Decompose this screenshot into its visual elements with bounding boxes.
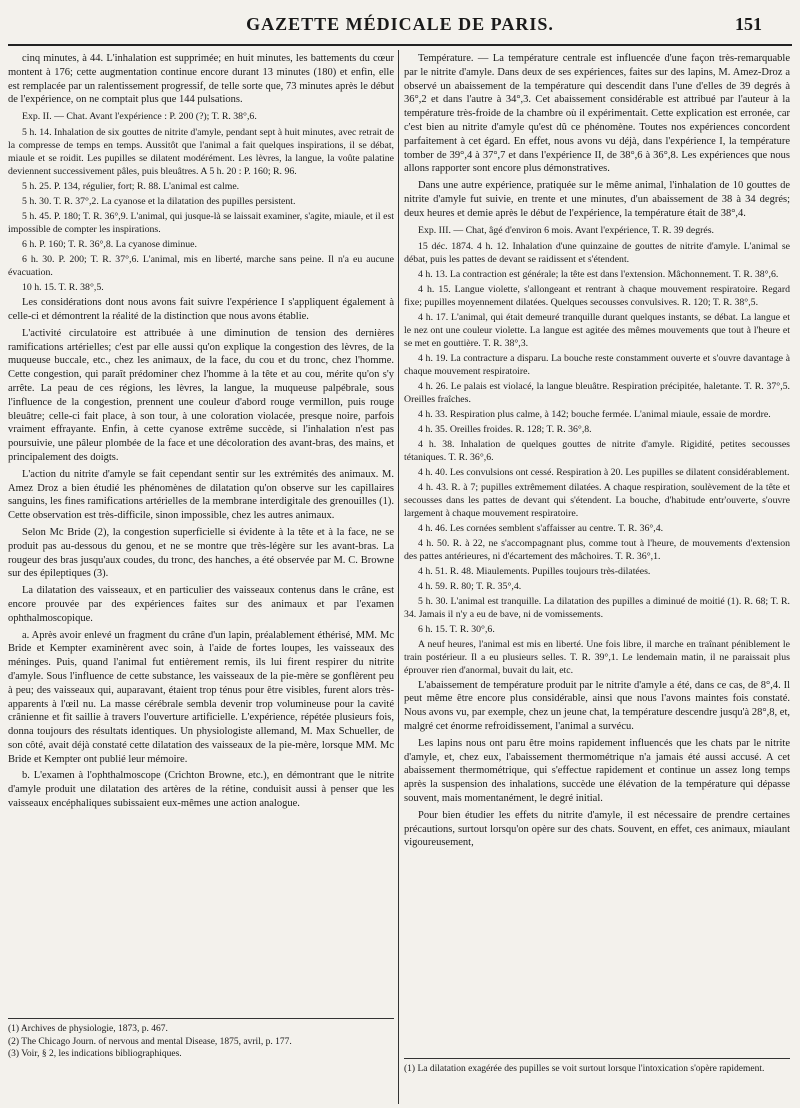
experiment-entry: 4 h. 50. R. à 22, ne s'accompagnant plus, comme tout à l'heure, de mouvements d'extension des pattes antérieures, ni d'écartement des mâchoires. T. R. 36°,1. <box>404 537 790 562</box>
right-footnotes <box>404 1058 790 1076</box>
journal-title: GAZETTE MÉDICALE DE PARIS. <box>246 14 554 34</box>
page-number: 151 <box>735 14 762 34</box>
header-rule <box>8 44 792 46</box>
paragraph: L'activité circulatoire est attribuée à une diminution de tension des dernières ramifications artérielles; c'est par elle aussi qu'on explique la congestion des lèvres, de la muqueuse buccale, etc., chez les animaux, de la face, du cou et du tronc, chez l'homme. Cette congestion, qui paraît prédominer chez l'homme à la tête et au cou, mérite qu'on s'y arrête. La peau de ces régions, les lèvres, la langue, la muqueuse palpébrale, sous l'influence de la congestion, prennent une couleur d'abord rouge vermillon, puis rouge bleuâtre; celle-ci fait place, à son tour, à une coloration violacée, presque noire, parfois vraiment effrayante. Enfin, à cette cyanose extrême succède, si l'inhalation n'est pas poursuivie, une pâleur plombée de la face et une décoloration des avant-bras, des mains, et principalement des doigts. <box>8 327 394 463</box>
footnote: (1) Archives de physiologie, 1873, p. 467. <box>8 1024 168 1034</box>
experiment-entry: 4 h. 59. R. 80; T. R. 35°,4. <box>418 580 522 592</box>
experiment-entry: 15 déc. 1874. 4 h. 12. Inhalation d'une quinzaine de gouttes de nitrite d'amyle. L'animal se débat, puis les pattes de devant se raidissent et s'étendent. <box>404 240 790 265</box>
experiment-entry: 4 h. 40. Les convulsions ont cessé. Respiration à 20. Les pupilles se dilatent considérablement. <box>418 466 790 478</box>
experiment-entry: 4 h. 46. Les cornées semblent s'affaisser au centre. T. R. 36°,4. <box>418 522 664 534</box>
left-column <box>8 52 394 1052</box>
paragraph: Température. — La température centrale est influencée d'une façon très-remarquable par le nitrite d'amyle. Dans deux de ses expériences, faites sur des lapins, M. Amez-Droz a observé un abaissement de la température qui descendit dans l'une d'elles de 39 degrés à 36°,2 et dans l'autre à 34°,3. Cet abaissement considérable est attribué par l'auteur à la température très-froide de la chambre où il expérimentait. Cette explication est erronée, car c'est bien au nitrite d'amyle qu'est dû ce phénomène. Toutes nos expériences concordent parfaitement à cet égard. En effet, nous avons vu déjà, dans l'expérience I, la température tomber de 39°,4 à 37°,7 et dans l'expérience II, de 38°,6 à 36°,8. Les expériences que nous allons rapporter sont encore plus démonstratives. <box>404 53 790 175</box>
experiment-entry: 6 h. 15. T. R. 30°,6. <box>418 623 495 635</box>
paragraph: Les lapins nous ont paru être moins rapidement influencés que les chats par le nitrite d'amyle, et, chez eux, l'abaissement thermométrique n'a jamais été aussi accusé. A cet abaissement thermométrique, qui s'effectue rapidement et continue un assez long temps après la suspension des inhalations, succède une élévation de la température qui dépasse souvent, mais momentanément, le degré initial. <box>404 737 790 804</box>
experiment-heading: Exp. III. — Chat, âgé d'environ 6 mois. Avant l'expérience, T. R. 39 degrés. <box>418 224 715 236</box>
experiment-entry: 4 h. 13. La contraction est générale; la tête est dans l'extension. Mâchonnement. T. R. 38°,6. <box>418 268 779 280</box>
left-footnotes <box>8 1018 394 1061</box>
experiment-entry: 4 h. 35. Oreilles froides. R. 128; T. R. 36°,8. <box>418 423 592 435</box>
experiment-entry: 6 h. 30. P. 200; T. R. 37°,6. L'animal, mis en liberté, marche sans peine. Il n'a eu aucune évacuation. <box>8 254 394 279</box>
paragraph: La dilatation des vaisseaux, et en particulier des vaisseaux contenus dans le crâne, est encore prouvée par des expériences faites sur des animaux et par l'examen ophthalmoscopique. <box>8 585 394 624</box>
footnote: (1) La dilatation exagérée des pupilles se voit surtout lorsque l'intoxication s'opère rapidement. <box>404 1064 765 1074</box>
paragraph: Dans une autre expérience, pratiquée sur le même animal, l'inhalation de 10 gouttes de nitrite d'amyle fut suivie, en trente et une minutes, d'un abaissement de 38 à 34 degrés; deux heures et demie après le début de l'expérience, la température était de 38°,4. <box>404 180 790 219</box>
experiment-entry: 4 h. 19. La contracture a disparu. La bouche reste constamment ouverte et s'ouvre davantage à chaque mouvement respiratoire. <box>404 352 790 377</box>
footnote: (3) Voir, § 2, les indications bibliographiques. <box>8 1049 182 1059</box>
footnote: (2) The Chicago Journ. of nervous and mental Disease, 1875, avril, p. 177. <box>8 1036 292 1047</box>
experiment-entry: 4 h. 26. Le palais est violacé, la langue bleuâtre. Respiration précipitée, haletante. T. R. 37°,5. Oreilles fraîches. <box>404 380 790 405</box>
experiment-entry: 4 h. 15. Langue violette, s'allongeant et rentrant à chaque mouvement respiratoire. Regard fixe; pupilles moyennement dilatées. Quelques secousses convulsives. R. 120; T. R. 38°,5. <box>404 283 790 308</box>
paragraph: Les considérations dont nous avons fait suivre l'expérience I s'appliquent également à celle-ci et démontrent la réalité de la distinction que nous avons établie. <box>8 297 394 322</box>
paragraph: a. Après avoir enlevé un fragment du crâne d'un lapin, préalablement éthérisé, MM. Mc Bride et Kempter examinèrent avec soin, à l'aide de fortes loupes, les vaisseaux des méninges. Puis, quand l'animal fut entièrement remis, ils lui firent respirer du nitrite d'amyle. Sous l'influence de cette substance, les vaisseaux de la pie-mère se gonflèrent peu à peu; des vaisseaux qui, auparavant, étaient trop ténus pour être visibles, furent alors très-apparents à l'œil nu. La masse cérébrale sembla devenir trop volumineuse pour la cavité crânienne et fit saillie à travers l'ouverture artificielle. L'expérience, répétée plusieurs fois, donna toujours des résultats identiques. Un physiologiste allemand, M. Max Schueller, de son côté, avait déjà constaté cette dilatation des vaisseaux de la pie-mère, lorsque MM. Mc Bride et Kempter ont publié leur mémoire. <box>8 629 394 765</box>
experiment-entry: 5 h. 14. Inhalation de six gouttes de nitrite d'amyle, pendant sept à huit minutes, avec retrait de la compresse de temps en temps. Aussitôt que l'animal a fait quelques inspirations, il se débat, miaule et se roidit. Les pupilles se dilatent modérément. Les lèvres, la langue, la voûte palatine deviennent successivement pâles, puis bleuâtres. A 5 h. 20 : P. 160; R. 96. <box>8 127 394 178</box>
paragraph: b. L'examen à l'ophthalmoscope (Crichton Browne, etc.), en démontrant que le nitrite d'amyle produit une dilatation des artères de la rétine, conduisit aussi à penser que les vaisseaux encéphaliques subissaient eux-mêmes une action analogue. <box>8 770 394 810</box>
experiment-entry: 5 h. 45. P. 180; T. R. 36°,9. L'animal, qui jusque-là se laissait examiner, s'agite, miaule, et il est impossible de compter les inspirations. <box>8 211 394 236</box>
experiment-entry: 5 h. 25. P. 134, régulier, fort; R. 88. L'animal est calme. <box>22 181 240 193</box>
right-column <box>404 52 790 1052</box>
paragraph: Selon Mc Bride (2), la congestion superficielle si évidente à la tête et à la face, ne se produit pas au-dessous du genou, et ne se montre que très-légère sur les avant-bras. La rougeur des bras jusqu'aux coudes, du tronc, des hanches, a été observée par M. C. Browne sur des épileptiques (3). <box>8 526 394 580</box>
experiment-entry: 5 h. 30. T. R. 37°,2. La cyanose et la dilatation des pupilles persistent. <box>22 196 296 208</box>
experiment-entry: 10 h. 15. T. R. 38°,5. <box>22 282 104 294</box>
paragraph: cinq minutes, à 44. L'inhalation est supprimée; en huit minutes, les battements du cœur montent à 176; cette augmentation continue encore durant 13 minutes (180) et enfin, elle est remplacée par un ralentissement progressif, de telle sorte que, 73 minutes après le début de l'expérience, on ne comptait plus que 144 pulsations. <box>8 53 394 106</box>
experiment-entry: 4 h. 38. Inhalation de quelques gouttes de nitrite d'amyle. Rigidité, petites secousses tétaniques. T. R. 36°,6. <box>404 438 790 463</box>
paragraph: L'abaissement de température produit par le nitrite d'amyle a été, dans ce cas, de 8°,4. Il peut même être encore plus considérable, ainsi que nous l'avons maintes fois constaté. Nous avons vu, par exemple, chez un jeune chat, la température descendre jusqu'à 28°,8, et, malgré cet énorme refroidissement, l'animal a survécu. <box>404 679 790 732</box>
footnote-rule <box>8 1018 394 1019</box>
experiment-entry: 5 h. 30. L'animal est tranquille. La dilatation des pupilles a diminué de moitié (1). R. 68; T. R. 34. Jamais il n'y a eu de bave, ni de vomissements. <box>404 595 790 620</box>
experiment-entry: A neuf heures, l'animal est mis en liberté. Une fois libre, il marche en traînant péniblement le train postérieur. Il a eu plusieurs selles. T. R. 39°,1. Le lendemain matin, il ne paraissait plus éprouver rien d'anormal, buvait du lait, etc. <box>404 638 790 676</box>
experiment-entry: 4 h. 43. R. à 7; pupilles extrêmement dilatées. A chaque respiration, soulèvement de la tête et secousses dans les pattes de devant qui s'étendent. La bouche, d'habitude entr'ouverte, s'ouvre largement à chaque mouvement respiratoire. <box>404 481 790 519</box>
experiment-entry: 4 h. 17. L'animal, qui était demeuré tranquille durant quelques instants, se débat. La langue et le nez ont une couleur violette. La langue est agitée des mêmes mouvements que tout à l'heure et se met en gouttière. T. R. 38°,3. <box>404 311 790 349</box>
column-divider <box>398 50 399 1104</box>
experiment-entry: 6 h. P. 160; T. R. 36°,8. La cyanose diminue. <box>22 239 197 251</box>
experiment-entry: 4 h. 51. R. 48. Miaulements. Pupilles toujours très-dilatées. <box>418 565 651 577</box>
paragraph: L'action du nitrite d'amyle se fait cependant sentir sur les extrémités des animaux. M. Amez Droz a bien étudié les phénomènes de dilatation qu'on observe sur les capillaires sanguins, les fines ramifications artérielles de la membrane interdigitale des grenouilles (1). Cette observation est très-difficile, sinon impossible, chez les autres animaux. <box>8 468 394 522</box>
experiment-heading: Exp. II. — Chat. Avant l'expérience : P. 200 (?); T. R. 38°,6. <box>22 111 257 123</box>
page-header <box>0 8 800 34</box>
footnote-rule <box>404 1058 790 1059</box>
paragraph: Pour bien étudier les effets du nitrite d'amyle, il est nécessaire de prendre certaines précautions, surtout lorsqu'on opère sur des chats. Souvent, en effet, ces animaux, miaulant vigoureusement, <box>404 809 790 849</box>
experiment-entry: 4 h. 33. Respiration plus calme, à 142; bouche fermée. L'animal miaule, essaie de mordre. <box>418 408 771 420</box>
